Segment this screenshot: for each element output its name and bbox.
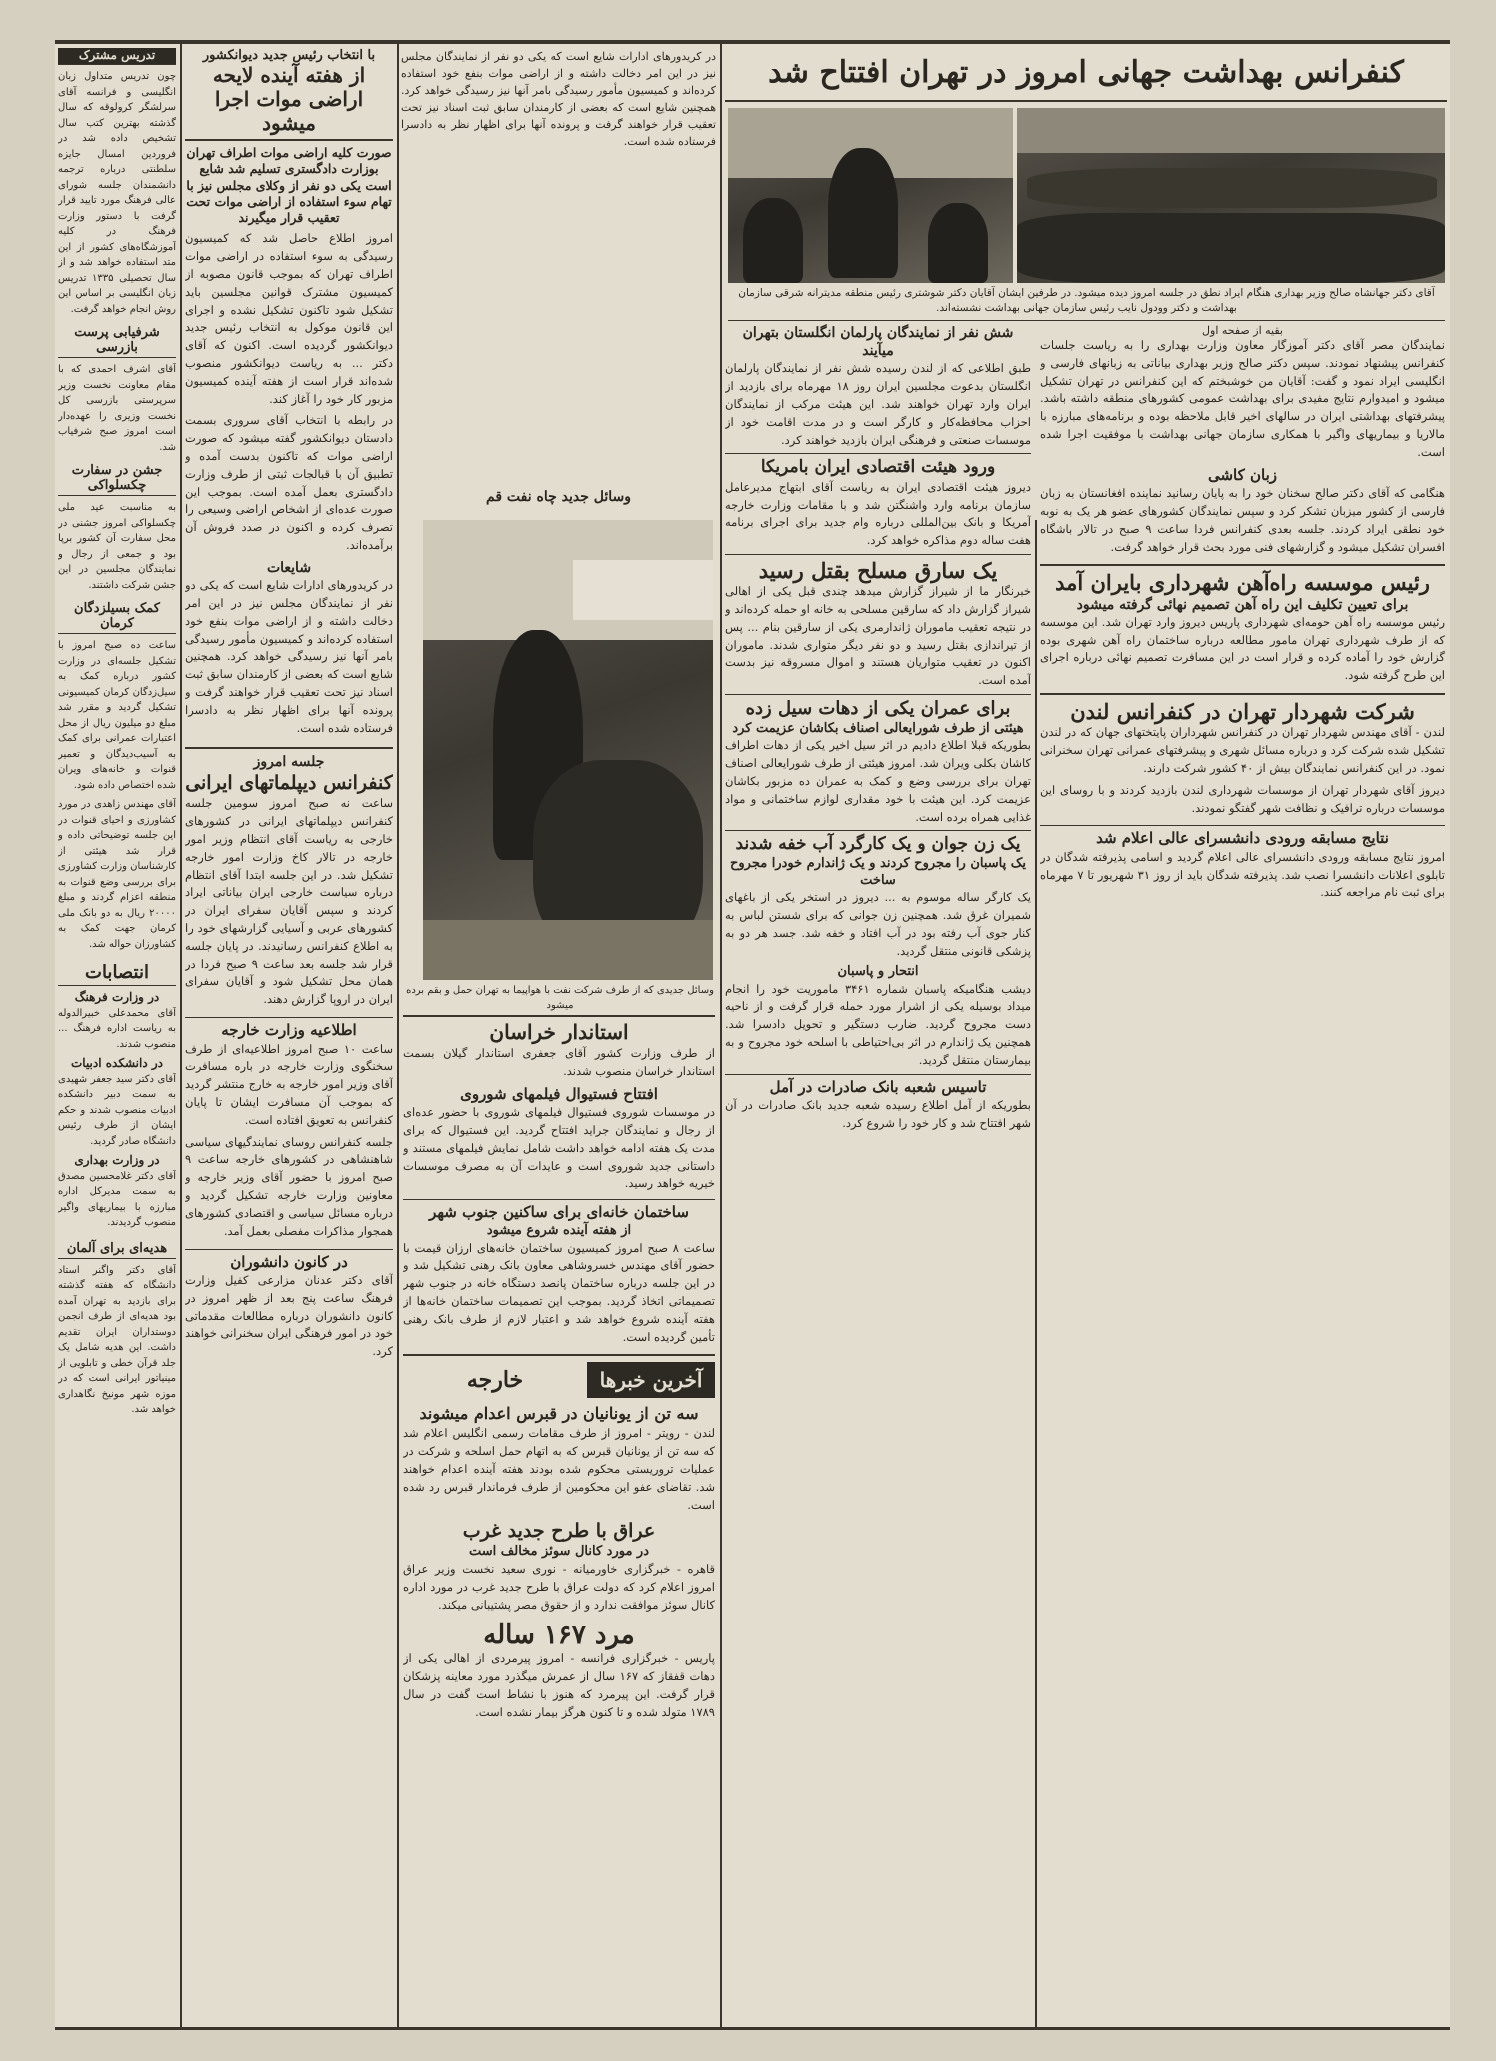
col3-body-b: از طرف وزارت کشور آقای جعفری استاندار گیلان بسمت استاندار خراسان منصوب شدند. bbox=[403, 1046, 715, 1078]
col3-lower bbox=[403, 1015, 715, 2023]
photo-row-1 bbox=[1027, 168, 1437, 208]
column-1 bbox=[58, 48, 176, 2023]
col2-body-1: امروز اطلاع حاصل شد که کمیسیون رسیدگی به سوء استفاده در اراضی موات اطراف تهران که بموجب قانون مصوبه از کمیسیون مشترک قوانین مجلسین باید تشکیل شود تاکنون تشکیل نشده و اجرای این قانون موکول به انتخاب رئیس جدید دیوانکشور گردیده است. اکنون که آقای دکتر ... به ریاست دیوانکشور منصوب شده‌اند قرار است از هفته آینده کمیسیون مزبور کار خود را آغاز کند. bbox=[185, 231, 393, 406]
column-divider bbox=[1035, 520, 1037, 2027]
col4-body-c: طبق اطلاعی که از لندن رسیده شش نفر از نمایندگان پارلمان انگلستان بدعوت مجلسین ایران روز ۱۸ مهرماه برای بازدید از ایران وارد تهران خواهند شد. این هیئت مرکب از نمایندگان احزاب محافظه‌کار و کارگر است و در مدت اقامت خود از موسسات صنعتی و فرهنگی ایران بازدید خواهند کرد. bbox=[725, 361, 1031, 447]
col1-text-f: آقای دکتر واگنر استاد دانشگاه که هفته گذشته برای بازدید به تهران آمده بود هدیه‌ای از طرف انجمن دوستداران ایران تقدیم داشت. این هدیه شامل یک جلد قرآن خطی و تابلویی از مینیاتور ایرانی است که در موزه شهر مونیخ نگاهداری خواهد شد. bbox=[58, 1264, 176, 1416]
col2-body-2: در رابطه با انتخاب آقای سروری بسمت دادستان دیوانکشور گفته میشود که صورت اراضی موات که تاکنون بدست آمده و تطبیق آن با قبالجات ثبتی از طرف وزارت دادگستری بعمل آمده است. بموجب این صورت عده‌ای از اشخاص اراضی وسیعی را تصرف کرده و اکنون در صدد فروش آن برآمده‌اند. bbox=[185, 413, 393, 553]
col4-head-f: برای عمران یکی از دهات سیل زده bbox=[725, 694, 1031, 721]
conference-photo-speaker bbox=[728, 108, 1013, 283]
column-divider bbox=[720, 44, 722, 2027]
oil-equipment-photo bbox=[423, 520, 713, 980]
col3-body-g: پاریس - خبرگزاری فرانسه - امروز پیرمردی از اهالی یکی از دهات قفقاز که ۱۶۷ سال از عمرش میگذرد مورد معاینه پزشکان قرار گرفت. این پیرمرد که هنوز با نشاط است گفت در سال ۱۷۸۹ متولد شده و تا کنون هرگز بیمار نشده است. bbox=[403, 1651, 715, 1719]
col5-head-a: رئیس موسسه راه‌آهن شهرداری بایران آمد bbox=[1040, 564, 1445, 595]
col1-top-label: تدریس مشترک bbox=[58, 48, 176, 65]
newspaper-page bbox=[55, 40, 1450, 2030]
photo-row-2 bbox=[1017, 213, 1445, 283]
col2-head-b: کنفرانس دیپلماتهای ایرانی bbox=[185, 771, 393, 794]
col4-photo-caption: آقای دکتر جهانشاه صالح وزیر بهداری هنگام ایراد نطق در جلسه امروز دیده میشود. در طرفین ایشان آقایان دکتر شوشتری رئیس منطقه مدیترانه شرقی سازمان بهداشت و دکتر وودول نایب رئیس سازمان جهانی بهداشت نشسته‌اند. bbox=[728, 286, 1445, 321]
col3-upper-body: در کریدورهای ادارات شایع است که یکی دو نفر از نمایندگان مجلس نیز در این امر دخالت داشته و از اراضی موات بنفع خود استفاده کرده‌اند و کمیسیون مأمور رسیدگی بامر آنها نیز رسیدگی خواهد کرد. همچنین شایع است که بعضی از کارمندان سابق ثبت اسناد نیز تحت تعقیب قرار خواهند گرفت و پرونده آنها برای اظهار نظر به دادسرا فرستاده شده است. bbox=[401, 50, 716, 149]
col2-body-d: آقای دکتر عدنان مزارعی کفیل وزارت فرهنگ ساعت پنج بعد از ظهر امروز در کانون دانشوران درباره مطالعات مقدماتی خود در امور فرهنگی ایران سخنرانی خواهند کرد. bbox=[185, 1273, 393, 1359]
col4-head-e: یک سارق مسلح بقتل رسید bbox=[725, 554, 1031, 583]
col3-head-e: سه تن از یونانیان در قبرس اعدام میشوند bbox=[419, 1404, 699, 1424]
col5-head-c: نتایج مسابقه ورودی دانشسرای عالی اعلام شد bbox=[1040, 825, 1445, 849]
col2-body-3: در کریدورهای ادارات شایع است که یکی دو نفر از نمایندگان مجلس نیز در این امر دخالت داشته و از اراضی موات بنفع خود استفاده کرده‌اند و کمیسیون مأمور رسیدگی بامر آنها نیز رسیدگی خواهد کرد. همچنین شایع است که بعضی از کارمندان سابق ثبت اسناد نیز تحت تعقیب قرار خواهند گرفت و پرونده آنها برای اظهار نظر به دادسرا فرستاده شده است. bbox=[185, 578, 393, 735]
main-headline: کنفرانس بهداشت جهانی امروز در تهران افتتاح شد bbox=[768, 55, 1404, 90]
col3-head-g: مرد ۱۶۷ ساله bbox=[483, 1620, 635, 1651]
photo-plane-tail bbox=[573, 560, 713, 620]
col3-body-f: قاهره - خبرگزاری خاورمیانه - نوری سعید نخست وزیر عراق امروز اعلام کرد که دولت عراق با طرح جدید غرب در مورد اداره کانال سوئز موافقت ندارد و از حقوق مصر پشتیبانی میکند. bbox=[403, 1561, 715, 1612]
conference-photo-audience bbox=[1017, 108, 1445, 283]
col3-head-a-wrap bbox=[401, 488, 716, 516]
col2-head-d: در کانون دانشوران bbox=[185, 1249, 393, 1273]
col2-head-c: اطلاعیه وزارت خارجه bbox=[185, 1017, 393, 1041]
col2-body-c: ساعت ۱۰ صبح امروز اطلاعیه‌ای از طرف سخنگوی وزارت خارجه در باره مسافرت آقای وزیر امور خارجه به خارج منتشر گردید که بموجب آن مسافرت ایشان تا پایان کنفرانس به تعویق افتاده است. bbox=[185, 1041, 393, 1127]
column-5 bbox=[1040, 324, 1445, 2024]
col3-sub-f: در مورد کانال سوئز مخالف است bbox=[468, 1544, 650, 1560]
col1-text-e2: آقای دکتر سید جعفر شهیدی به سمت دبیر دانشکده ادبیات منصوب شدند و حکم ایشان از طرف رئیس دانشگاه صادر گردید. bbox=[58, 1073, 176, 1147]
col1-head-b: شرفیابی پرست بازرسی bbox=[58, 325, 176, 358]
column-4 bbox=[725, 324, 1031, 2024]
col4-sub-g: یک پاسبان را مجروح کردند و یک ژاندارم خودرا مجروح ساخت bbox=[730, 855, 1026, 888]
photo-speaker bbox=[828, 148, 898, 278]
col1-sub-e2: در دانشکده ادبیات bbox=[70, 1056, 164, 1071]
col4-body-d: دیروز هیئت اقتصادی ایران به ریاست آقای ابتهاج مدیرعامل سازمان برنامه وارد واشنگتن شد و با مقامات وزارت خارجه آمریکا و بانک بین‌المللی درباره وام جدید برای اجرای برنامه هفت ساله دوم مذاکره خواهد کرد. bbox=[725, 479, 1031, 548]
col5-body-b2: دیروز آقای شهردار تهران از موسسات شهرداری لندن بازدید کردند و با روسای این موسسات درباره ترافیک و نظافت شهر گفتگو نمودند. bbox=[1040, 782, 1445, 815]
column-divider bbox=[397, 44, 399, 2027]
col4-body-e: خبرنگار ما از شیراز گزارش میدهد چندی قبل یکی از اهالی شیراز گزارش داد که سارقین مسلحی به خانه او حمله کرده‌اند و در نتیجه تعقیب ماموران ژاندارمری یکی از سارقین بنام ... پس از تیراندازی بقتل رسید و دو نفر دیگر متواری شدند. ماموران اکنون در تعقیب متواریان هستند و اموال مسروقه نیز بدست آمده است. bbox=[725, 584, 1031, 688]
col1-head-f: هدیه‌ای برای آلمان bbox=[58, 1241, 176, 1259]
col3-body-c: در موسسات شوروی فستیوال فیلمهای شوروی با حضور عده‌ای از رجال و نمایندگان جراید افتتاح گردید. این فستیوال که برای مدت یک هفته ادامه خواهد داشت شامل نمایش فیلمهای مستند و داستانی جدید شوروی است و عایدات آن به مصرف موسسات خیریه خواهد رسید. bbox=[403, 1105, 715, 1191]
col4-sub-b: زبان کاشی bbox=[1207, 465, 1277, 484]
col1-text-b: آقای اشرف احمدی که با مقام معاونت نخست وزیر سرپرستی بازرسی کل نخست وزیری را عهده‌دار است امروز صبح شرفیاب شد. bbox=[58, 364, 176, 453]
col5-head-b: شرکت شهردار تهران در کنفرانس لندن bbox=[1040, 693, 1445, 724]
col4-sub-g2: انتحار و پاسبان bbox=[837, 963, 919, 979]
main-headline-wrap bbox=[725, 48, 1447, 102]
col1-sub-e1: در وزارت فرهنگ bbox=[74, 990, 160, 1004]
col1-head-e: انتصابات bbox=[58, 962, 176, 986]
col4-body-f: بطوریکه قبلا اطلاع دادیم در اثر سیل اخیر یکی از دهات اطراف کاشان بکلی ویران شد. امروز هیئتی از طرف شورایعالی اصناف تهران برای بررسی وضع و کمک به عمران ده مزبور بکاشان عزیمت کرد. این هیئت با خود مقداری لوازم ساختمانی و مواد غذایی همراه برده است. bbox=[725, 738, 1031, 824]
col3-foreign-label: خارجه bbox=[466, 1366, 524, 1393]
col1-text-d2: آقای مهندس زاهدی در مورد کشاورزی و احیای قنوات در این جلسه توضیحاتی داده و قرار شد هیئتی از کارشناسان وزارت کشاورزی برای بررسی وضع قنوات به منطقه اعزام گردند و مبلغ ۲۰۰۰۰ ریال به دو بانک ملی کرمان جهت کمک به کشاورزان حواله شد. bbox=[58, 799, 176, 950]
col5-body-c: امروز نتایج مسابقه ورودی دانشسرای عالی اعلام گردید و اسامی پذیرفته شدگان در تابلوی اعلانات دانشسرا نصب شد. پذیرفته شدگان باید از روز ۳۱ شهریور تا ۷ مهرماه برای ثبت نام مراجعه کنند. bbox=[1040, 849, 1445, 900]
col2-body-b: ساعت نه صبح امروز سومین جلسه کنفرانس دیپلماتهای ایرانی در کشورهای خارجی به ریاست آقای انتظام وزیر امور خارجه در تالار کاخ وزارت امور خارجه تشکیل شد. در این جلسه ابتدا آقای انتظام درباره سیاست خارجی ایران بیاناتی ایراد کردند و سپس آقایان سفرای ایران در کشورهای عربی و آسیایی گزارشهای خود را به اطلاع کنفرانس رسانیدند. در پایان جلسه قرار شد جلسه بعد ساعت ۹ صبح فردا در همان محل تشکیل شود و آقایان سفرای ایران در اروپا گزارش دهند. bbox=[185, 796, 393, 1007]
col1-text-e1: آقای محمدعلی خبیرالدوله به ریاست اداره فرهنگ ... منصوب شدند. bbox=[58, 1007, 176, 1050]
col4-sub-f: هیئتی از طرف شورایعالی اصناف بکاشان عزیمت کرد bbox=[732, 720, 1024, 736]
col2-body-c2: جلسه کنفرانس روسای نمایندگیهای سیاسی شاهنشاهی در کشورهای خارجه ساعت ۹ صبح امروز با حضور آقای وزیر خارجه و معاونین وزارت خارجه تشکیل گردید و درباره مسائل سیاسی و اقتصادی کشورهای همجوار مذاکرات مفصلی بعمل آمد. bbox=[185, 1134, 393, 1238]
col4-body-b: هنگامی که آقای دکتر صالح سخنان خود را به پایان رسانید نماینده افغانستان به زبان فارسی از کشور میزبان تشکر کرد و سپس نمایندگان کشورهای عضو هر یک به نوبه خود نطقی ایراد کردند. جلسه بعدی کنفرانس فردا ساعت ۹ صبح در تالار باشگاه افسران تشکیل میشود و گزارشهای فنی مورد بحث قرار خواهد گرفت. bbox=[1040, 486, 1445, 554]
col1-text-a: چون تدریس متداول زبان انگلیسی و فرانسه آقای سرلشگر کرولوقه که سال گذشته بهترین کتب سال تشخیص داده شد در فروردین امسال جایزه سلطنتی درباره ترجمه دانشمندان جلسه شورای عالی فرهنگ مورد تایید قرار گرفت با دستور وزارت فرهنگ در کلیه آموزشگاه‌های کشور از این متد استفاده خواهد شد و از سال تحصیلی ۱۳۳۵ تدریس زبان انگلیسی بر اساس این روش انجام خواهد گرفت. bbox=[58, 71, 176, 315]
top-rule bbox=[55, 40, 1450, 44]
col5-body-b: لندن - آقای مهندس شهردار تهران در کنفرانس شهرداران پایتختهای جهان که در لندن تشکیل شده شرکت کرد و درباره مسائل شهری و پیشرفتهای عمرانی تهران سخنرانی نمود. در این کنفرانس نمایندگان بیش از ۴۰ کشور شرکت دارند. bbox=[1040, 725, 1445, 775]
col3-sub-d: از هفته آینده شروع میشود bbox=[486, 1222, 632, 1238]
col2-headline: از هفته آینده لایحه اراضی موات اجرا میشود bbox=[185, 63, 393, 141]
col3-head-c: افتتاح فستیوال فیلمهای شوروی bbox=[460, 1084, 658, 1103]
col3-head-a: وسائل جدید چاه نفت قم bbox=[486, 489, 631, 505]
col2-sub-b-top: جلسه امروز bbox=[185, 747, 393, 771]
col3-body-d: ساعت ۸ صبح امروز کمیسیون ساختمان خانه‌های ارزان قیمت با حضور آقای مهندس خسروشاهی معاون بانک رهنی تشکیل شد و در این جلسه درباره ساختمان پانصد دستگاه خانه در جنوب شهر تصمیماتی اتخاذ گردید. بموجب این تصمیمات ساختمان خانه‌ها از هفته آینده شروع خواهد شد و اعتبار لازم از طرف بانک رهنی تأمین گردیده است. bbox=[403, 1240, 715, 1344]
col4-head-g: یک زن جوان و یک کارگرد آب خفه شدند bbox=[725, 830, 1031, 855]
col3-body-e: لندن - رویتر - امروز از طرف مقامات رسمی انگلیس اعلام شد که سه تن از یونانیان قبرس که به اتهام حمل اسلحه و شرکت در عملیات تروریستی محکوم شده بودند هفته آینده اعدام خواهند شد. تقاضای عفو این محکومین از طرف فرماندار قبرس رد شده است. bbox=[403, 1426, 715, 1512]
col4-body-a: نمایندگان مصر آقای دکتر آموزگار معاون وزارت بهداری را به ریاست جلسات کنفرانس پیشنهاد نمودند. سپس دکتر صالح وزیر بهداری بیاناتی به زبانهای فارسی و انگلیسی ایراد نمود و گفت: آقایان من خوشبختم که این کنفرانس در تهران تشکیل میشود و امیدوارم نتایج مفیدی برای بهداشت عمومی کشورهای منطقه داشته باشد. پیشرفتهای بهداشتی ایران در سالهای اخیر قابل ملاحظه بوده و برنامه‌های مبارزه با مالاریا و بیماریهای واگیر با همکاری سازمان جهانی بهداشت با موفقیت اجرا شده است. bbox=[1040, 338, 1445, 459]
col1-text-e3: آقای دکتر غلامحسین مصدق به سمت مدیرکل اداره مبارزه با بیماریهای واگیر منصوب گردیدند. bbox=[58, 1170, 176, 1229]
column-divider bbox=[180, 44, 182, 2027]
col5-sub-a: برای تعیین تکلیف این راه آهن تصمیم نهائی گرفته میشود bbox=[1076, 596, 1409, 613]
col4-head-h: تاسیس شعبه بانک صادرات در آمل bbox=[725, 1074, 1031, 1098]
col3-head-f: عراق با طرح جدید غرب bbox=[462, 1520, 656, 1543]
photo-seated-right bbox=[928, 203, 988, 283]
col5-body-a: رئیس موسسه راه آهن حومه‌ای شهرداری پاریس دیروز وارد تهران شد. این موسسه که از طرف شهرداری تهران مامور مطالعه درباره ساختمان راه آهن شهری بوده گزارش خود را آماده کرده و قرار است در این مسافرت تصمیم نهائی درباره اجرای این طرح گرفته شود. bbox=[1040, 614, 1445, 683]
col3-upper bbox=[401, 48, 716, 488]
col1-head-d: کمک بسیلزدگان کرمان bbox=[58, 601, 176, 634]
col4-head-d: ورود هیئت اقتصادی ایران بامریکا bbox=[725, 453, 1031, 478]
col4-cont-label: بقیه از صفحه اول bbox=[1202, 324, 1283, 337]
col3-head-d: ساختمان خانه‌ای برای ساکنین جنوب شهر bbox=[403, 1199, 715, 1223]
col1-sub-e3: در وزارت بهداری bbox=[74, 1153, 160, 1168]
latest-news-box: آخرین خبرها bbox=[587, 1362, 715, 1398]
col1-text-c: به مناسبت عید ملی چکسلواکی امروز جشنی در محل سفارت آن کشور برپا بود و جمعی از رجال و نمایندگان مجلسین در این جشن شرکت داشتند. bbox=[58, 502, 176, 591]
col3-head-b: استاندار خراسان bbox=[403, 1015, 715, 1045]
column-2 bbox=[185, 48, 393, 2023]
bottom-rule bbox=[55, 2027, 1450, 2030]
photo-ceiling bbox=[1017, 108, 1445, 153]
photo-seated-left bbox=[743, 198, 803, 283]
col4-body-h: بطوریکه از آمل اطلاع رسیده شعبه جدید بانک صادرات در آن شهر افتتاح شد و کار خود را شروع کرد. bbox=[725, 1098, 1031, 1130]
col1-head-c: جشن در سفارت چکسلواکی bbox=[58, 463, 176, 496]
photo-ground bbox=[423, 920, 713, 980]
col2-sub-2: شایعات bbox=[266, 559, 312, 576]
col4-head-c: شش نفر از نمایندگان پارلمان انگلستان بتهران میآیند bbox=[742, 325, 1014, 360]
col2-kicker: با انتخاب رئیس جدید دیوانکشور bbox=[202, 48, 376, 63]
col1-text-d: ساعت ده صبح امروز با تشکیل جلسه‌ای در وزارت کشور درباره کمک به سیل‌زدگان کرمان کمیسیونی تشکیل گردید و مقرر شد مبلغ دو میلیون ریال از محل اعتبارات عمرانی برای کمک به آسیب‌دیدگان و تعمیر قنوات و خانه‌های ویران شده اختصاص داده شود. bbox=[58, 640, 176, 791]
col4-body-g2: دیشب هنگامیکه پاسبان شماره ۳۴۶۱ ماموریت خود را انجام میداد بوسیله یکی از اشرار مورد حمله قرار گرفت و از ناحیه دست مجروح گردید. ضارب دستگیر و تحویل دادسرا شد. همچنین یک ژاندارم در اثر بی‌احتیاطی با اسلحه خود مجروح و به بیمارستان منتقل گردید. bbox=[725, 981, 1031, 1067]
col2-subhead: صورت کلیه اراضی موات اطراف تهران بوزارت دادگستری تسلیم شد شایع است یکی دو نفر از وکلای مجلس نیز با تهام سوء استفاده از اراضی موات تحت تعقیب قرار میگیرند bbox=[186, 145, 392, 225]
col3-caption-a: وسائل جدیدی که از طرف شرکت نفت با هواپیما به تهران حمل و بقم برده میشود bbox=[406, 985, 714, 1011]
col4-body-g: یک کارگر ساله موسوم به ... دیروز در استخر یکی از باغهای شمیران غرق شد. همچنین زن جوانی که برای شستن لباس به کنار جوی آب رفته بود در آب افتاد و خفه شد. جسد هر دو به پزشکی قانونی منتقل گردید. bbox=[725, 890, 1031, 958]
